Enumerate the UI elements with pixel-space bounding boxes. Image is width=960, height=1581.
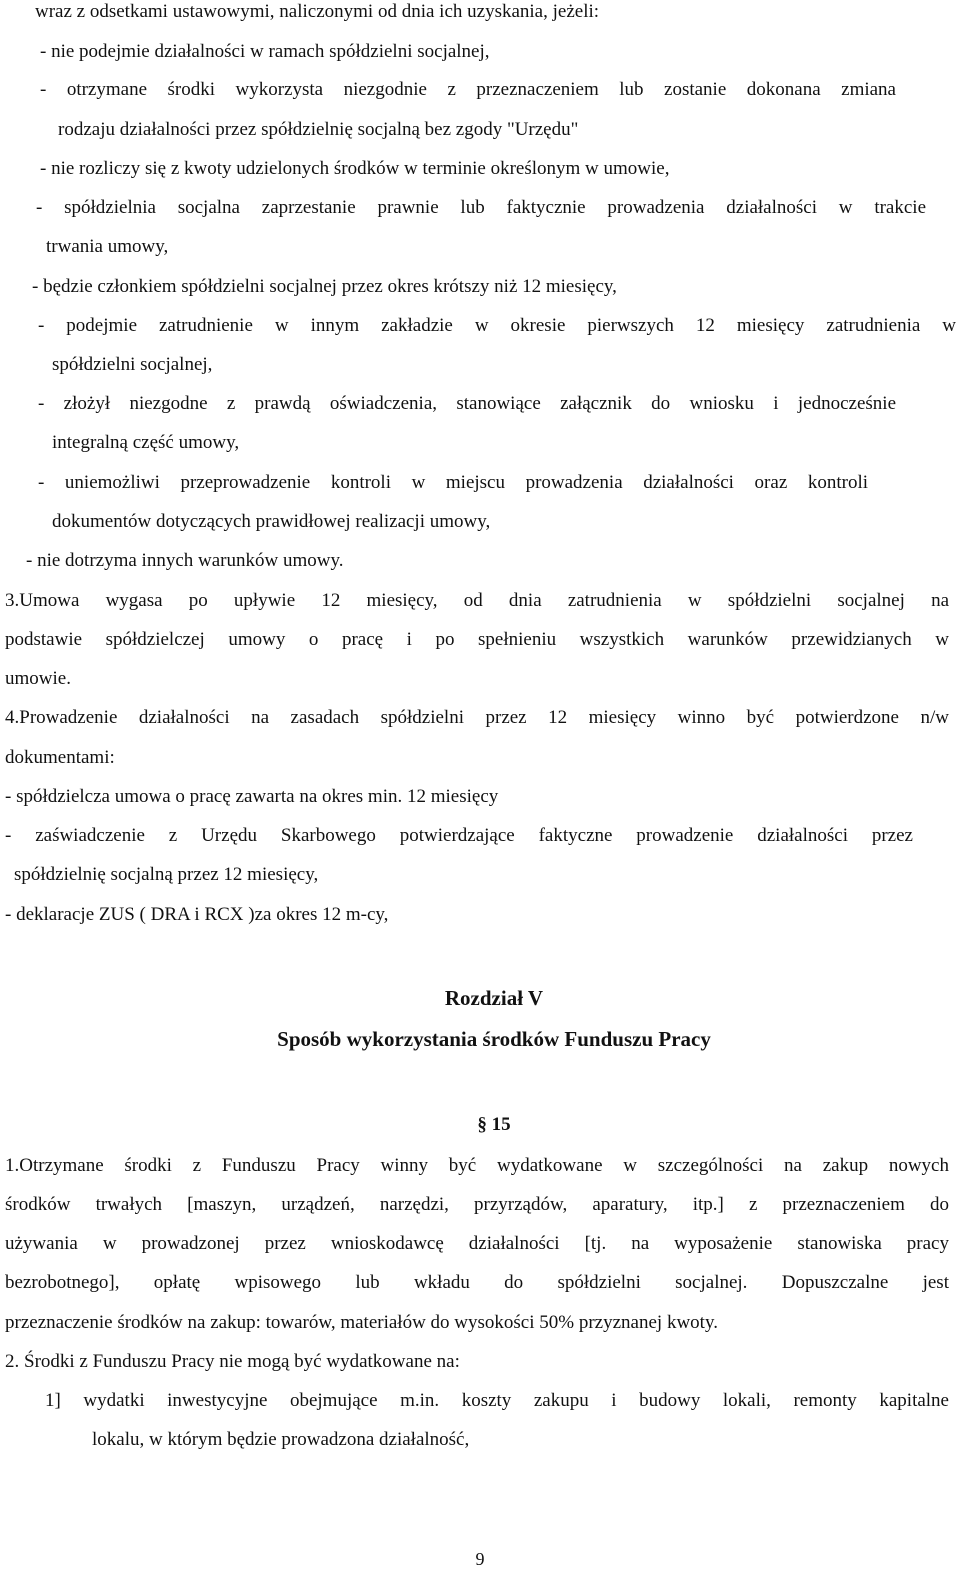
text-line: wraz z odsetkami ustawowymi, naliczonymi od dnia ich uzyskania, jeżeli:: [35, 1, 600, 22]
text-line: umowie.: [5, 668, 71, 689]
text-line: spółdzielnię socjalną przez 12 miesięcy,: [14, 864, 319, 885]
chapter-subtitle: Sposób wykorzystania środków Funduszu Pracy: [277, 1027, 711, 1051]
text-line: rodzaju działalności przez spółdzielnię socjalną bez zgody "Urzędu": [58, 119, 579, 140]
text-line: lokalu, w którym będzie prowadzona działalność,: [92, 1429, 470, 1450]
text-line: 3.Umowa wygasa po upływie 12 miesięcy, od dnia zatrudnienia w spółdzielni socjalnej na: [5, 590, 949, 611]
list-item: - nie podejmie działalności w ramach spółdzielni socjalnej,: [40, 41, 490, 62]
text-line: przeznaczenie środków na zakup: towarów, materiałów do wysokości 50% przyznanej kwoty.: [5, 1312, 718, 1333]
list-item: - zaświadczenie z Urzędu Skarbowego potwierdzające faktyczne prowadzenie działalności przez: [5, 825, 913, 846]
list-item: - spółdzielcza umowa o pracę zawarta na okres min. 12 miesięcy: [5, 786, 499, 807]
text-line: bezrobotnego], opłatę wpisowego lub wkładu do spółdzielni socjalnej. Dopuszczalne jest: [5, 1272, 949, 1293]
text-line: dokumentów dotyczących prawidłowej realizacji umowy,: [52, 511, 491, 532]
text-line: integralną część umowy,: [52, 432, 240, 453]
text-line: używania w prowadzonej przez wnioskodawcę działalności [tj. na wyposażenie stanowiska pracy: [5, 1233, 949, 1254]
list-item: - będzie członkiem spółdzielni socjalnej przez okres krótszy niż 12 miesięcy,: [32, 276, 617, 297]
page-number: 9: [475, 1549, 485, 1569]
chapter-title: Rozdział V: [444, 986, 544, 1010]
list-item: - podejmie zatrudnienie w innym zakładzie w okresie pierwszych 12 miesięcy zatrudnienia w: [38, 315, 956, 336]
list-item: - złożył niezgodne z prawdą oświadczenia, stanowiące załącznik do wniosku i jednocześnie: [38, 393, 896, 414]
list-item: - deklaracje ZUS ( DRA i RCX )za okres 12 m-cy,: [5, 904, 389, 925]
list-item: - uniemożliwi przeprowadzenie kontroli w miejscu prowadzenia działalności oraz kontroli: [38, 472, 868, 493]
text-line: spółdzielni socjalnej,: [52, 354, 213, 375]
text-line: 2. Środki z Funduszu Pracy nie mogą być wydatkowane na:: [5, 1351, 460, 1372]
list-item: 1] wydatki inwestycyjne obejmujące m.in. koszty zakupu i budowy lokali, remonty kapitalne: [45, 1390, 949, 1411]
text-line: 1.Otrzymane środki z Funduszu Pracy winny być wydatkowane w szczególności na zakup nowych: [5, 1155, 949, 1176]
paragraph-number: § 15: [477, 1114, 511, 1135]
text-line: trwania umowy,: [46, 236, 169, 257]
list-item: - otrzymane środki wykorzysta niezgodnie z przeznaczeniem lub zostanie dokonana zmiana: [40, 79, 896, 100]
list-item: - nie rozliczy się z kwoty udzielonych środków w terminie określonym w umowie,: [40, 158, 670, 179]
text-line: 4.Prowadzenie działalności na zasadach spółdzielni przez 12 miesięcy winno być potwierdzone n/w: [5, 707, 949, 728]
text-line: dokumentami:: [5, 747, 115, 768]
text-line: środków trwałych [maszyn, urządzeń, narzędzi, przyrządów, aparatury, itp.] z przeznaczeniem do: [5, 1194, 949, 1215]
text-line: podstawie spółdzielczej umowy o pracę i po spełnieniu wszystkich warunków przewidzianych w: [5, 629, 949, 650]
list-item: - spółdzielnia socjalna zaprzestanie prawnie lub faktycznie prowadzenia działalności w trakcie: [36, 197, 926, 218]
list-item: - nie dotrzyma innych warunków umowy.: [26, 550, 344, 571]
